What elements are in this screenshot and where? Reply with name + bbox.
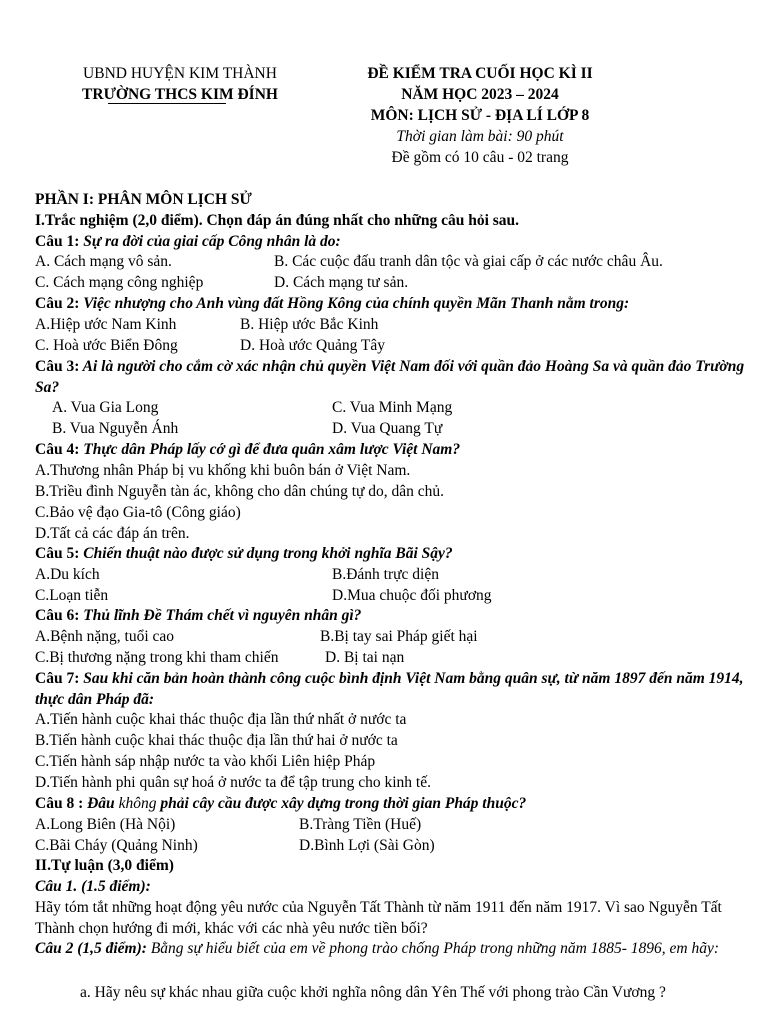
essay-question-1-text: Hãy tóm tắt những hoạt động yêu nước của Nguyễn Tất Thành từ năm 1911 đến năm 1917. Vì sao Nguyễn Tất Thành chọn hướng đi mới, khác với các nhà yêu nước tiền bối? <box>35 899 722 937</box>
question-text: Việc nhượng cho Anh vùng đất Hồng Kông của chính quyền Mãn Thanh nằm trong: <box>79 295 630 312</box>
question-text: Thực dân Pháp lấy cớ gì để đưa quân xâm lược Việt Nam? <box>79 441 461 458</box>
question-3 <box>35 357 755 399</box>
option: A.Du kích <box>35 566 100 583</box>
option: A.Bệnh nặng, tuổi cao <box>35 628 175 645</box>
option: C. Cách mạng công nghiệp <box>35 274 204 291</box>
essay-question-2 <box>35 939 755 960</box>
option: A. Vua Gia Long <box>52 399 159 416</box>
question-2 <box>35 294 629 315</box>
option: B. Các cuộc đấu tranh dân tộc và giai cấp ở các nước châu Âu. <box>274 253 663 270</box>
option: D. Cách mạng tư sản. <box>274 274 409 291</box>
question-negation: không <box>118 795 157 812</box>
question-text: Sau khi căn bản hoàn thành công cuộc bình định Việt Nam bằng quân sự, từ năm 1897 đến năm 1914, thực dân Pháp đã: <box>35 670 744 708</box>
option: B.Tiến hành cuộc khai thác thuộc địa lần thứ hai ở nước ta <box>35 732 398 749</box>
question-4 <box>35 440 460 461</box>
question-5 <box>35 544 453 565</box>
essay-question-2a: a. Hãy nêu sự khác nhau giữa cuộc khởi nghĩa nông dân Yên Thế với phong trào Cần Vương ? <box>80 984 666 1001</box>
option: A.Thương nhân Pháp bị vu khống khi buôn bán ở Việt Nam. <box>35 462 411 479</box>
option: C. Vua Minh Mạng <box>332 399 453 416</box>
option: D. Hoà ước Quảng Tây <box>240 337 386 354</box>
option: D.Mua chuộc đối phương <box>332 587 492 604</box>
option: C.Bãi Cháy (Quảng Ninh) <box>35 837 198 854</box>
part-title: PHẦN I: PHÂN MÔN LỊCH SỬ <box>35 191 252 208</box>
subject: MÔN: LỊCH SỬ - ĐỊA LÍ LỚP 8 <box>370 107 590 124</box>
section-multiple-choice: I.Trắc nghiệm (2,0 điểm). Chọn đáp án đúng nhất cho những câu hỏi sau. <box>35 212 520 229</box>
option: D.Tất cả các đáp án trên. <box>35 525 190 542</box>
question-text: Đâu <box>83 795 119 812</box>
question-label: Câu 7: <box>35 670 80 687</box>
option: C.Tiến hành sáp nhập nước ta vào khối Liên hiệp Pháp <box>35 753 376 770</box>
question-text: Sự ra đời của giai cấp Công nhân là do: <box>79 233 341 250</box>
exam-title: ĐỀ KIỂM TRA CUỐI HỌC KÌ II <box>367 65 593 82</box>
question-text: Bằng sự hiểu biết của em về phong trào chống Pháp trong những năm 1885- 1896, em hãy: <box>146 940 720 957</box>
option: A.Hiệp ước Nam Kinh <box>35 316 177 333</box>
question-text: phải cây cầu được xây dựng trong thời gian Pháp thuộc? <box>156 795 527 812</box>
option: D. Bị tai nạn <box>325 649 405 666</box>
school-underline <box>108 103 226 104</box>
option: C.Bị thương nặng trong khi tham chiến <box>35 649 279 666</box>
district-name: UBND HUYỆN KIM THÀNH <box>83 65 277 82</box>
question-text: Thủ lĩnh Đề Thám chết vì nguyên nhân gì? <box>79 607 362 624</box>
option: B.Đánh trực diện <box>332 566 439 583</box>
option: B.Bị tay sai Pháp giết hại <box>320 628 478 645</box>
option: A. Cách mạng vô sản. <box>35 253 172 270</box>
option: B.Triều đình Nguyễn tàn ác, không cho dân chúng tự do, dân chủ. <box>35 483 445 500</box>
section-essay: II.Tự luận (3,0 điểm) <box>35 857 174 874</box>
option: D.Bình Lợi (Sài Gòn) <box>299 837 435 854</box>
option: B. Hiệp ước Bắc Kinh <box>240 316 379 333</box>
school-year: NĂM HỌC 2023 – 2024 <box>401 86 559 103</box>
exam-duration: Thời gian làm bài: 90 phút <box>396 128 564 145</box>
question-1 <box>35 232 341 253</box>
question-label: Câu 2 (1,5 điểm): <box>35 940 147 957</box>
question-8 <box>35 794 526 815</box>
question-label: Câu 6: <box>35 607 80 624</box>
exam-pages: Đề gồm có 10 câu - 02 trang <box>391 149 569 166</box>
option: B. Vua Nguyễn Ánh <box>52 420 179 437</box>
question-text: Ai là người cho cắm cờ xác nhận chủ quyền Việt Nam đối với quần đảo Hoàng Sa và quần đảo Trường Sa? <box>35 358 745 396</box>
option: C.Bảo vệ đạo Gia-tô (Công giáo) <box>35 504 241 521</box>
question-label: Câu 2: <box>35 295 80 312</box>
question-label: Câu 3: <box>35 358 80 375</box>
essay-question-1-label: Câu 1. (1.5 điểm): <box>35 878 151 895</box>
option: B.Tràng Tiền (Huế) <box>299 816 422 833</box>
option: A.Long Biên (Hà Nội) <box>35 816 176 833</box>
school-name: TRƯỜNG THCS KIM ĐÍNH <box>82 86 278 103</box>
question-label: Câu 5: <box>35 545 80 562</box>
option: C. Hoà ước Biển Đông <box>35 337 178 354</box>
question-text: Chiến thuật nào được sử dụng trong khởi nghĩa Bãi Sậy? <box>79 545 453 562</box>
option: C.Loạn tiễn <box>35 587 109 604</box>
question-label: Câu 1: <box>35 233 80 250</box>
option: D. Vua Quang Tự <box>332 420 443 437</box>
option: D.Tiến hành phi quân sự hoá ở nước ta để tập trung cho kinh tế. <box>35 774 431 791</box>
question-label: Câu 4: <box>35 441 80 458</box>
option: A.Tiến hành cuộc khai thác thuộc địa lần thứ nhất ở nước ta <box>35 711 407 728</box>
question-label: Câu 8 : <box>35 795 84 812</box>
question-7 <box>35 669 755 711</box>
question-6 <box>35 606 361 627</box>
